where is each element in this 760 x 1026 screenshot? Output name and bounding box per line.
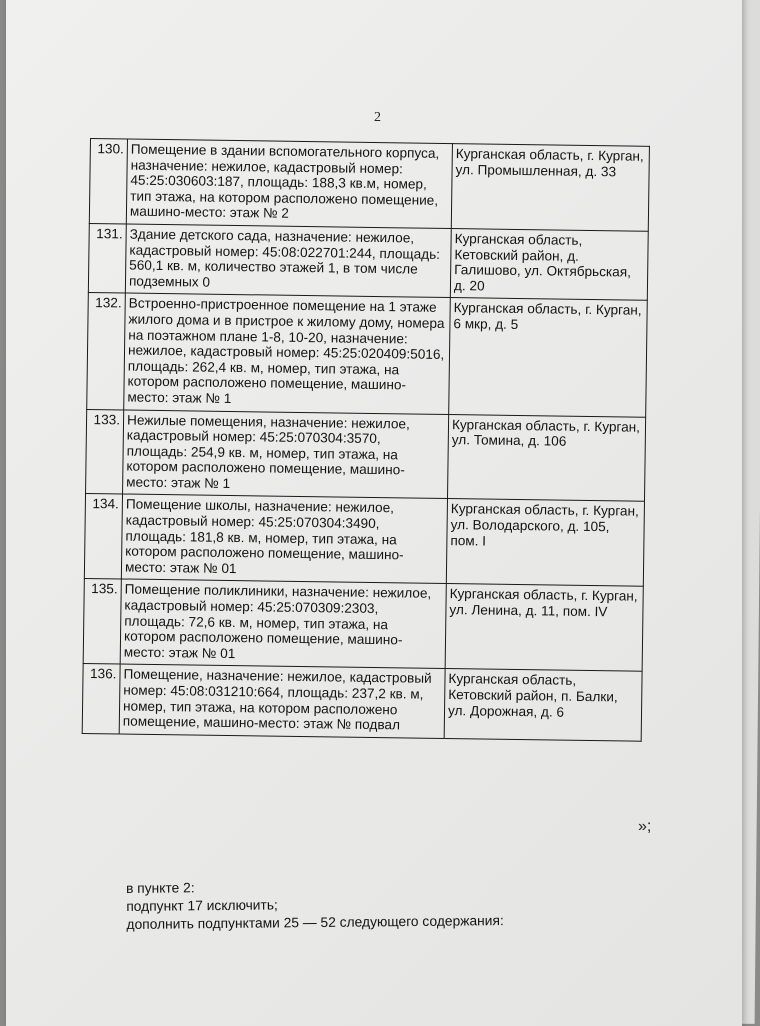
row-number: 131. (88, 223, 126, 293)
document-page (6, 0, 742, 1026)
row-number: 130. (89, 139, 127, 224)
property-address: Курганская область, г. Курган, ул. Промышленная, д. 33 (451, 144, 649, 232)
property-description: Помещение поликлиники, назначение: нежилое, кадастровый номер: 45:25:070309:2303, площадь: 72,6 кв. м, номер, тип этажа, на котором расположено помещение, машино-место: этаж № 01 (120, 579, 446, 668)
property-address: Курганская область, г. Курган, 6 мкр, д. 5 (449, 298, 648, 417)
property-table (82, 138, 650, 742)
row-number: 132. (87, 293, 126, 410)
table-row (83, 579, 643, 672)
property-description: Помещение в здании вспомогательного корпуса, назначение: нежилое, кадастровый номер: 45:25:030603:187, площадь: 188,3 кв.м, номер, тип этажа, на котором расположено помещение, машино-место: этаж № 2 (126, 139, 452, 228)
property-address: Курганская область, г. Курган, ул. Томина, д. 106 (447, 414, 645, 502)
table-row (82, 664, 642, 741)
page-number: 2 (374, 110, 381, 125)
table-row (88, 223, 648, 300)
footer-line: дополнить подпунктами 25 — 52 следующего содержания: (126, 913, 504, 932)
property-address: Курганская область, г. Курган, ул. Ленина, д. 11, пом. IV (445, 584, 643, 672)
table-row (87, 293, 648, 417)
property-address: Курганская область, г. Курган, ул. Володарского, д. 105, пом. I (446, 499, 644, 587)
table-row (86, 409, 646, 502)
property-description: Помещение, назначение: нежилое, кадастровый номер: 45:08:031210:664, площадь: 237,2 кв. м, номер, тип этажа, на котором расположено помещение, машино-место: этаж № подвал (119, 664, 445, 738)
closing-quote: »; (638, 818, 652, 835)
amendment-text (126, 876, 504, 934)
property-description: Помещение школы, назначение: нежилое, кадастровый номер: 45:25:070304:3490, площадь: 181,8 кв. м, номер, тип этажа, на котором расположено помещение, машино-место: этаж № 01 (121, 494, 447, 583)
property-address: Курганская область, Кетовский район, д. Галишово, ул. Октябрьская, д. 20 (450, 229, 648, 301)
property-address: Курганская область, Кетовский район, п. Балки, ул. Дорожная, д. 6 (444, 669, 642, 741)
property-description: Встроенно-пристроенное помещение на 1 этаже жилого дома и в пристрое к жилому дому, номера на поэтажном плане 1-8, 10-20, назначение: нежилое, кадастровый номер: 45:25:020409:5016, площадь: 262,4 кв. м, номер, тип этажа, на котором расположено помещение, машино-место: этаж № 1 (124, 293, 451, 414)
footer-line: в пункте 2: (126, 880, 195, 896)
row-number: 134. (84, 494, 122, 579)
property-description: Нежилые помещения, назначение: нежилое, кадастровый номер: 45:25:070304:3570, площадь: 254,9 кв. м, номер, тип этажа, на котором расположено помещение, машино-место: этаж № 1 (123, 409, 449, 498)
row-number: 135. (83, 579, 121, 664)
row-number: 133. (86, 409, 124, 494)
footer-line: подпункт 17 исключить; (126, 897, 278, 914)
table-row (89, 139, 649, 232)
property-description: Здание детского сада, назначение: нежилое, кадастровый номер: 45:08:022701:244, площадь: 560,1 кв. м, количество этажей 1, в том числе подземных 0 (125, 224, 451, 298)
row-number: 136. (82, 664, 120, 734)
table-row (84, 494, 644, 587)
